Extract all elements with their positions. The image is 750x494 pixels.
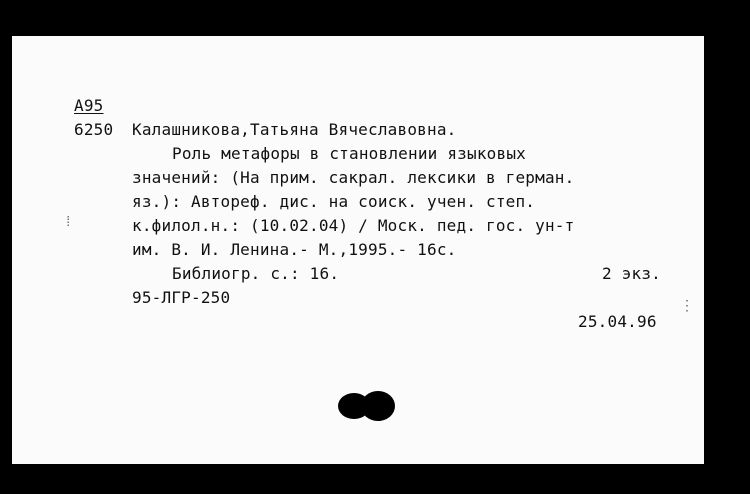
title-line-3: яз.): Автореф. дис. на соиск. учен. степ.	[132, 192, 536, 211]
margin-speck: ⁞	[64, 214, 73, 230]
card-date: 25.04.96	[578, 312, 657, 331]
edge-speck: ⋮	[680, 298, 694, 314]
title-line-1: Роль метафоры в становлении языковых	[172, 144, 526, 163]
shelf-mark: А95	[74, 96, 104, 115]
title-line-5: им. В. И. Ленина.- М.,1995.- 16с.	[132, 240, 457, 259]
registry-number: 95-ЛГР-250	[132, 288, 231, 307]
card-number: 6250	[74, 120, 114, 139]
title-line-2: значений: (На прим. сакрал. лексики в герман.	[132, 168, 575, 187]
title-line-4: к.филол.н.: (10.02.04) / Моск. пед. гос. ун-т	[132, 216, 575, 235]
author-heading: Калашникова,Татьяна Вячеславовна.	[132, 120, 457, 139]
punch-hole	[332, 386, 402, 426]
bibliography-note: Библиогр. с.: 16.	[172, 264, 340, 283]
copies-count: 2 экз.	[602, 264, 661, 283]
catalog-card	[12, 36, 704, 464]
